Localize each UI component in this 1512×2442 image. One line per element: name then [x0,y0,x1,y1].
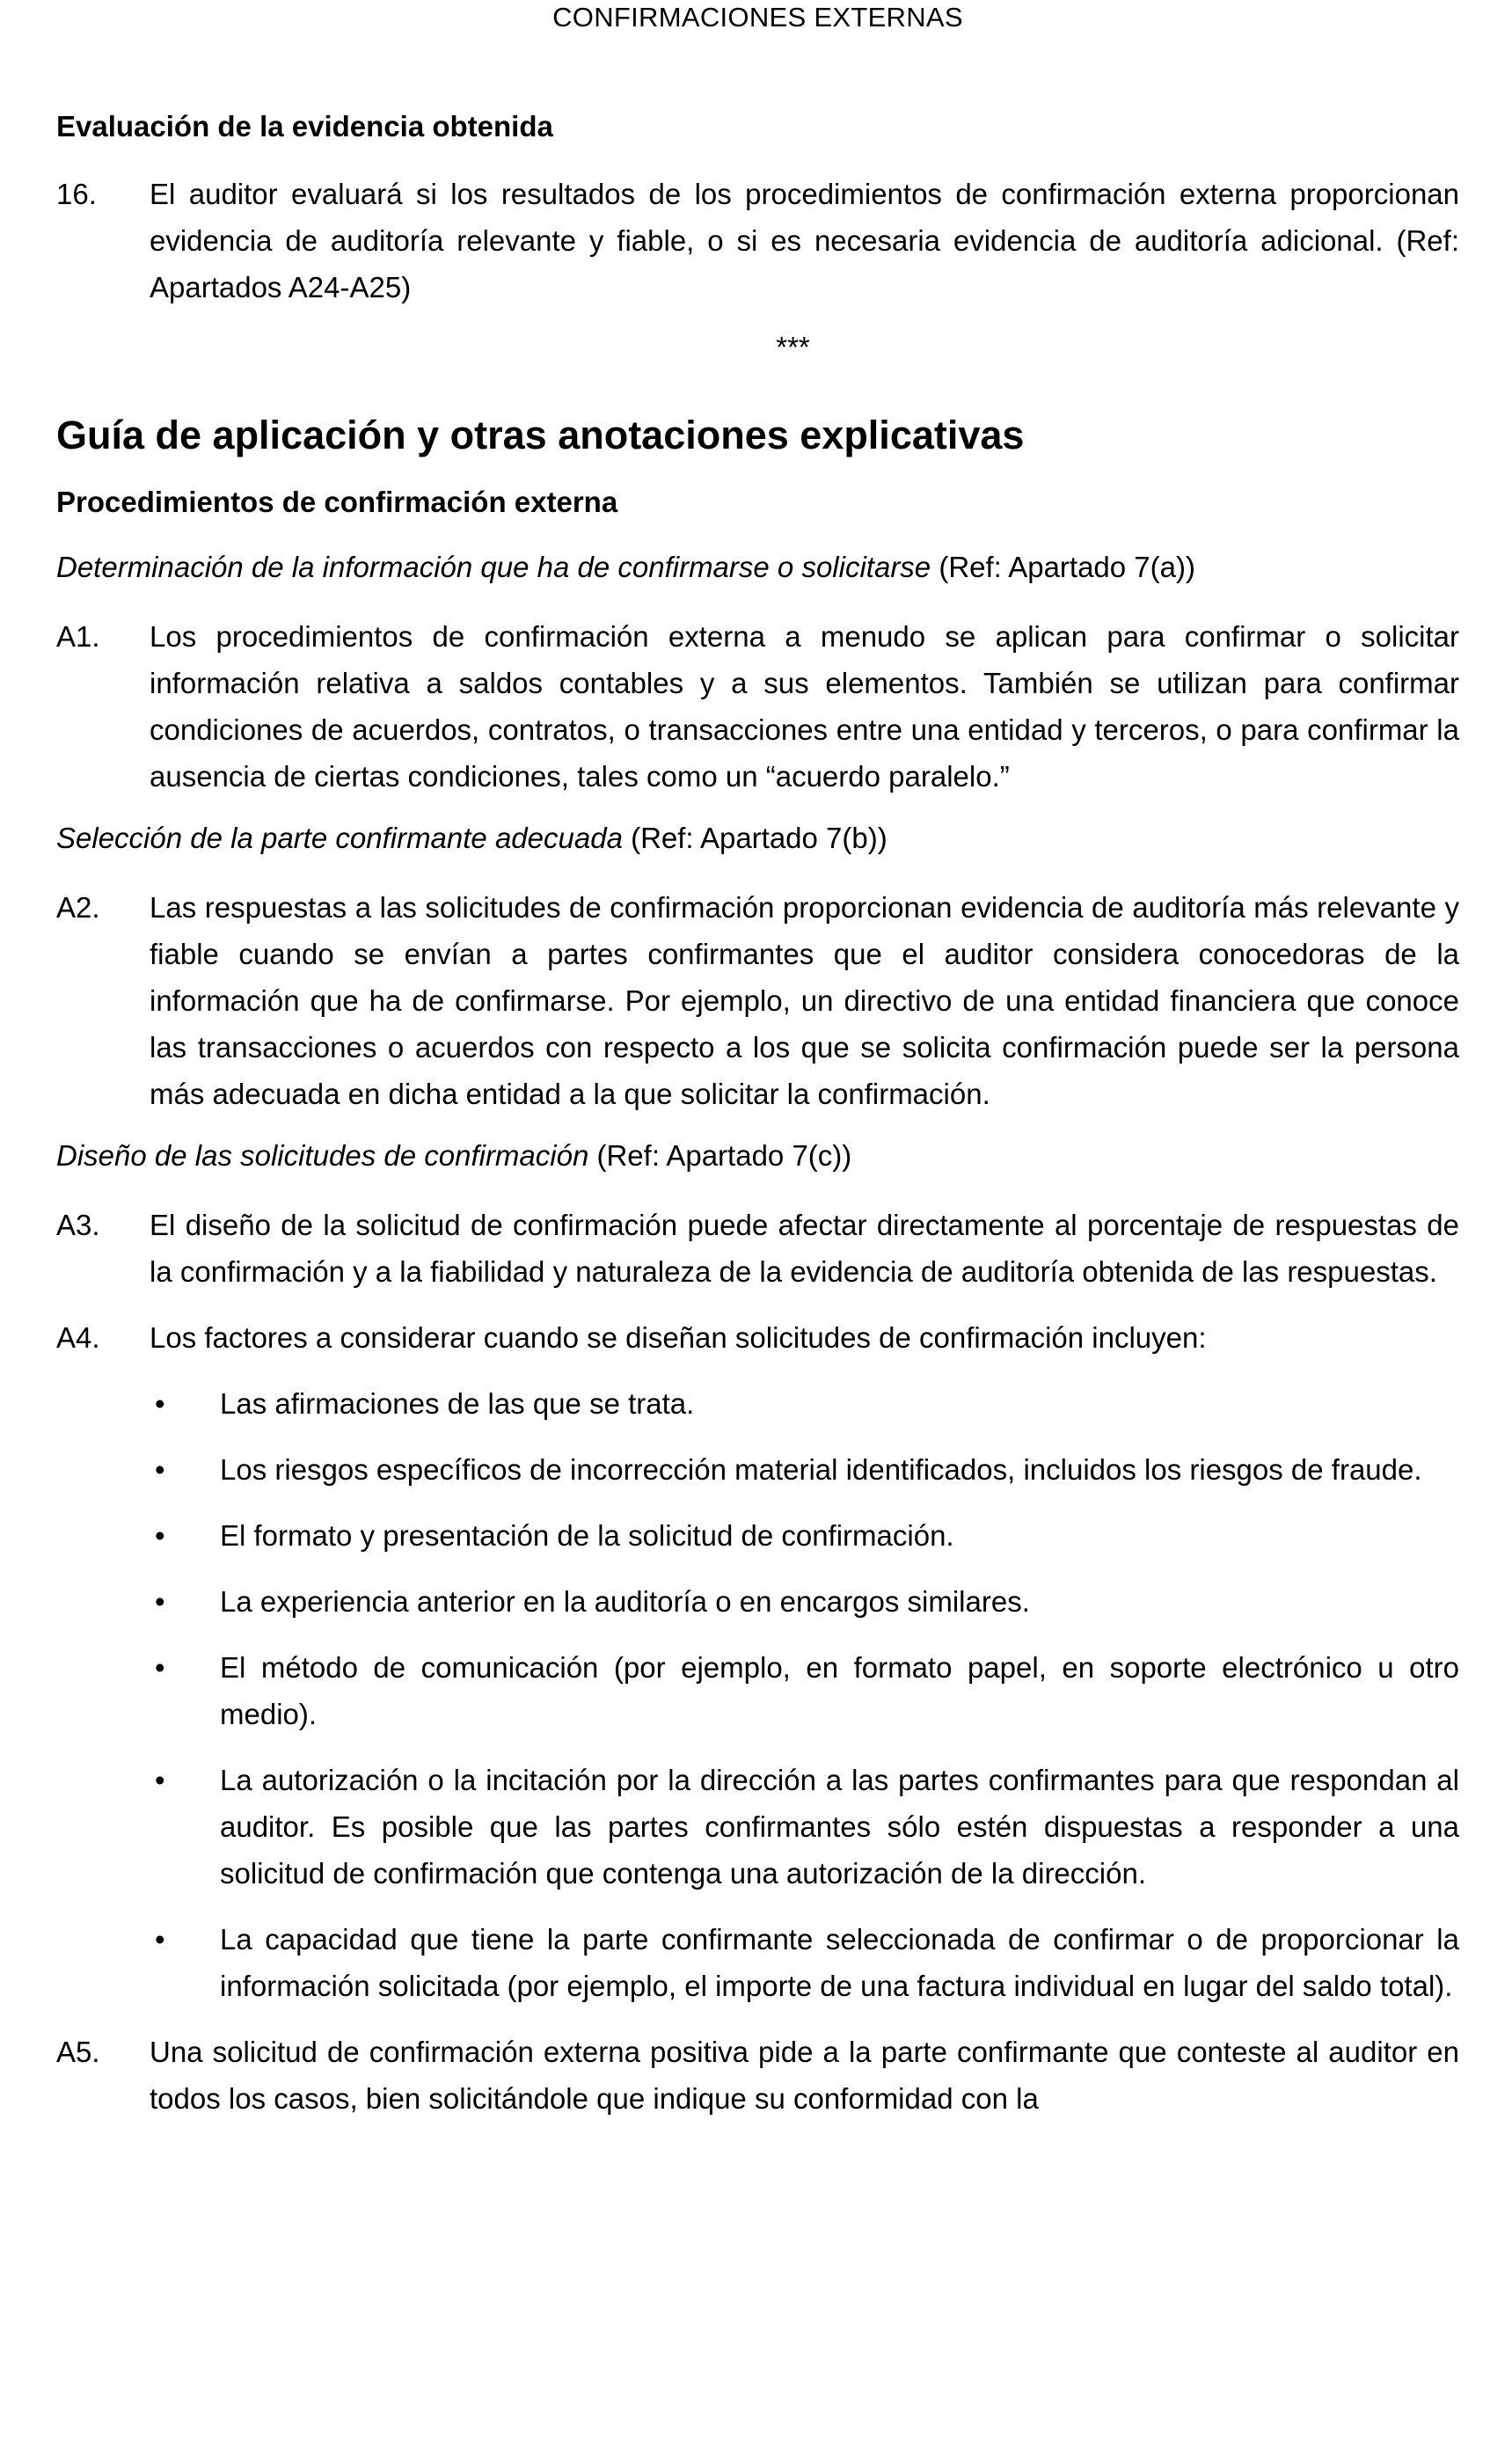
subheading-ref: (Ref: Apartado 7(a)) [931,551,1195,583]
bullet-icon: • [155,1923,165,1956]
paragraph-text: Una solicitud de confirmación externa positiva pide a la parte confirmante que conteste al auditor en todos los casos, bien solicitándole que indique su conformidad con la [150,2036,1459,2115]
paragraph-a2 [56,884,1459,1117]
paragraph-number: A5. [56,2036,100,2068]
subheading-design [56,1137,1459,1175]
bullet-icon: • [155,1651,165,1684]
subheading-ref: (Ref: Apartado 7(c)) [588,1139,852,1172]
subheading-italic: Diseño de las solicitudes de confirmación [56,1139,589,1172]
guide-title: Guía de aplicación y otras anotaciones explicativas [56,413,1025,457]
section-separator: *** [776,331,810,363]
subheading-italic: Selección de la parte confirmante adecuada [56,822,623,854]
list-item-text: El método de comunicación (por ejemplo, en formato papel, en soporte electrónico u otro medio). [220,1651,1459,1730]
bullet-icon: • [155,1585,165,1618]
paragraph-number: A2. [56,891,100,924]
subheading-italic: Determinación de la información que ha de confirmarse o solicitarse [56,551,931,583]
list-item [56,1916,1459,2009]
paragraph-a1 [56,613,1459,800]
paragraph-number: A3. [56,1209,100,1241]
confirmation-procedures-heading: Procedimientos de confirmación externa [56,486,618,518]
list-item-text: La capacidad que tiene la parte confirmante seleccionada de confirmar o de proporcionar la información solicitada (por ejemplo, el importe de una factura individual en lugar del saldo total). [220,1923,1459,2002]
list-item-text: Las afirmaciones de las que se trata. [220,1387,695,1420]
paragraph-a4 [56,1314,1459,1361]
list-item-text: Los riesgos específicos de incorrección material identificados, incluidos los riesgos de fraude. [220,1453,1422,1486]
list-item-text: El formato y presentación de la solicitud de confirmación. [220,1519,954,1552]
factors-list [56,1380,1459,2009]
paragraph-text: Los procedimientos de confirmación externa a menudo se aplican para confirmar o solicitar información relativa a saldos contables y a sus elementos. También se utilizan para confirmar condiciones de acuerdos, contratos, o transacciones entre una entidad y terceros, o para confirmar la ausencia de ciertas condiciones, tales como un “acuerdo paralelo.” [150,620,1459,793]
list-item [56,1578,1459,1625]
list-item [56,1446,1459,1493]
list-item-text: La experiencia anterior en la auditoría o en encargos similares. [220,1585,1030,1618]
running-header: CONFIRMACIONES EXTERNAS [552,2,963,33]
paragraph-a5 [56,2029,1459,2122]
bullet-icon: • [155,1764,165,1796]
list-item [56,1380,1459,1427]
paragraph-text: Las respuestas a las solicitudes de confirmación proporcionan evidencia de auditoría más relevante y fiable cuando se envían a partes confirmantes que el auditor considera conocedoras de la información que ha de confirmarse. Por ejemplo, un directivo de una entidad financiera que conoce las transacciones o acuerdos con respecto a los que se solicita confirmación puede ser la persona más adecuada en dicha entidad a la que solicitar la confirmación. [150,891,1459,1110]
subheading-ref: (Ref: Apartado 7(b)) [622,822,887,854]
bullet-icon: • [155,1387,165,1420]
paragraph-text: El auditor evaluará si los resultados de los procedimientos de confirmación externa proporcionan evidencia de auditoría relevante y fiable, o si es necesaria evidencia de auditoría adicional. (Ref: Apartados A24-A25) [150,178,1459,303]
paragraph-number: 16. [56,178,97,210]
list-item [56,1644,1459,1737]
list-item [56,1757,1459,1897]
paragraph-a3 [56,1202,1459,1295]
subheading-determination [56,548,1459,587]
bullet-icon: • [155,1453,165,1486]
paragraph-16 [56,171,1459,311]
evaluation-heading: Evaluación de la evidencia obtenida [56,110,553,143]
paragraph-number: A1. [56,620,100,653]
list-item [56,1512,1459,1559]
bullet-icon: • [155,1519,165,1552]
paragraph-text: Los factores a considerar cuando se diseñan solicitudes de confirmación incluyen: [150,1321,1207,1354]
subheading-selection [56,819,1459,858]
paragraph-number: A4. [56,1321,100,1354]
list-item-text: La autorización o la incitación por la dirección a las partes confirmantes para que respondan al auditor. Es posible que las partes confirmantes sólo estén dispuestas a responder a una solicitud de confirmación que contenga una autorización de la dirección. [220,1764,1459,1890]
paragraph-text: El diseño de la solicitud de confirmación puede afectar directamente al porcentaje de respuestas de la confirmación y a la fiabilidad y naturaleza de la evidencia de auditoría obtenida de las respuestas. [150,1209,1459,1288]
